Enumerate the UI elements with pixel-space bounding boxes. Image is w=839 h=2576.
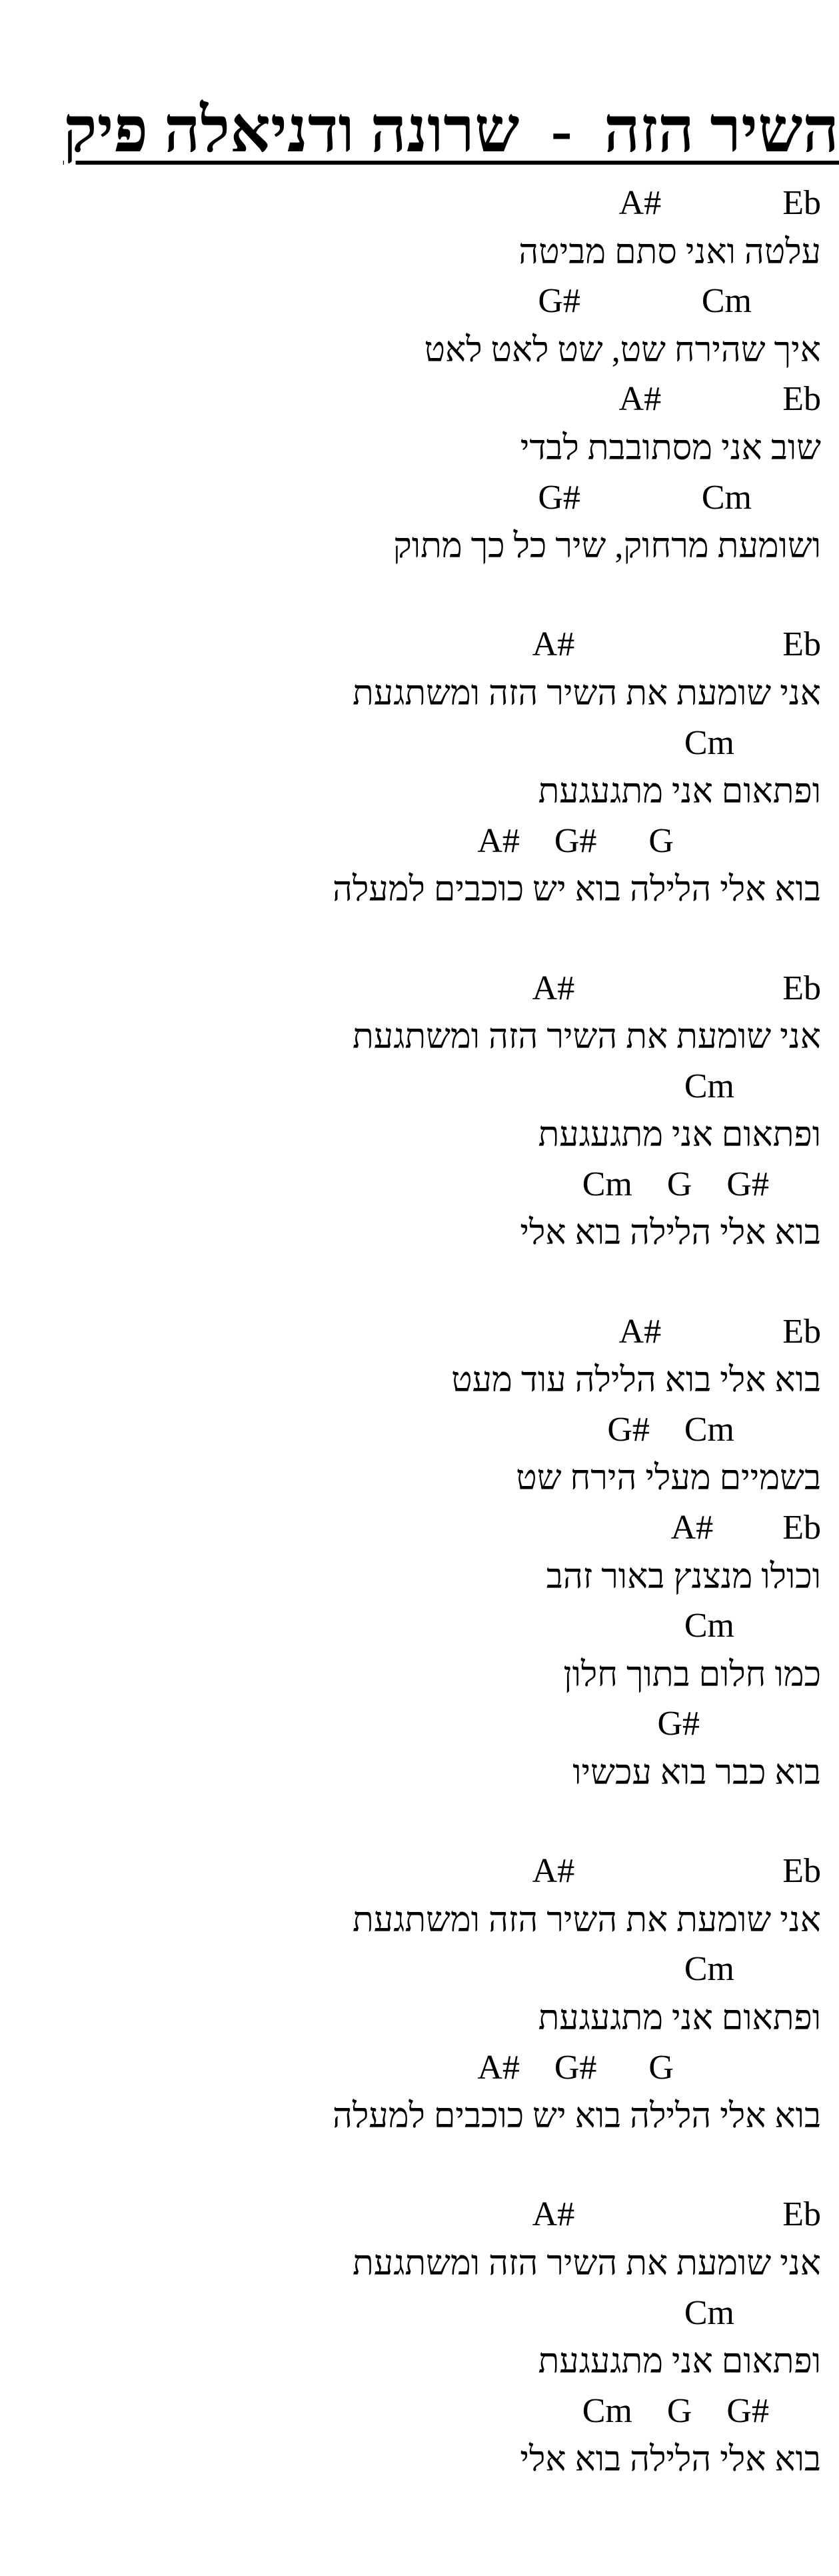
- chord-line: G# Cm: [538, 478, 821, 517]
- lyric-line: ופתאום אני מתגעגעת: [538, 1999, 821, 2037]
- chord-line: G# Cm: [538, 282, 821, 321]
- chord-line: A# Eb: [618, 184, 821, 222]
- chord-line: A# Eb: [532, 969, 821, 1007]
- chord-line: Cm: [684, 723, 821, 762]
- stanza-gap: [248, 1258, 821, 1307]
- chord-line: G# Cm: [607, 1410, 821, 1449]
- lyric-line: בשמיים מעלי הירח שט: [516, 1459, 821, 1498]
- chord-line: A# Eb: [532, 1852, 821, 1891]
- stanza-gap: [248, 2141, 821, 2191]
- chord-line: A# Eb: [618, 1312, 821, 1351]
- lyric-line: בוא אלי הלילה בוא אלי: [520, 2441, 821, 2479]
- lyric-line: שוב אני מסתובבת לבדי: [520, 429, 821, 467]
- lyric-line: אני שומעת את השיר הזה ומשתגעת: [353, 1901, 821, 1939]
- lyric-line: כמו חלום בתוך חלון: [563, 1655, 821, 1694]
- chord-line: Cm: [684, 1607, 821, 1645]
- stanza-gap: [248, 915, 821, 964]
- page-title: השיר הזה - שרונה ודניאלה פיק: [63, 95, 839, 165]
- lyric-line: אני שומעת את השיר הזה ומשתגעת: [353, 674, 821, 713]
- lyric-line: בוא אלי הלילה בוא יש כוכבים למעלה: [333, 871, 821, 909]
- lyric-line: וכולו מנצנץ באור זהב: [546, 1557, 821, 1596]
- chord-line: Cm: [684, 1067, 821, 1105]
- lyric-line: איך שהירח שט, שט לאט לאט: [424, 331, 821, 369]
- song-body: [248, 179, 821, 2485]
- lyric-line: ופתאום אני מתגעגעת: [538, 2343, 821, 2381]
- chord-line: A# Eb: [532, 2195, 821, 2234]
- stanza-gap: [248, 1798, 821, 1847]
- chord-line: Cm G G#: [582, 1165, 821, 1203]
- chord-line: Cm: [684, 1950, 821, 1989]
- stanza-gap: [248, 571, 821, 621]
- chord-line: A# G# G: [477, 821, 821, 860]
- lyric-line: ופתאום אני מתגעגעת: [538, 773, 821, 811]
- lyric-line: ופתאום אני מתגעגעת: [538, 1116, 821, 1155]
- lyric-line: אני שומעת את השיר הזה ומשתגעת: [353, 1018, 821, 1057]
- lyric-line: בוא כבר בוא עכשיו: [572, 1754, 821, 1792]
- chord-line: A# Eb: [670, 1509, 821, 1547]
- chord-line: Cm: [684, 2293, 821, 2332]
- chord-line: A# Eb: [532, 625, 821, 664]
- chord-line: A# Eb: [618, 380, 821, 419]
- chord-line: A# G# G: [477, 2048, 821, 2087]
- lyric-line: בוא אלי בוא הלילה עוד מעט: [451, 1361, 821, 1400]
- lyric-line: עלטה ואני סתם מביטה: [518, 233, 821, 271]
- lyric-line: אני שומעת את השיר הזה ומשתגעת: [353, 2244, 821, 2283]
- chord-line: G#: [657, 1705, 821, 1743]
- chord-line: Cm G G#: [582, 2391, 821, 2430]
- lyric-line: ושומעת מרחוק, שיר כל כך מתוק: [393, 527, 821, 566]
- lyric-line: בוא אלי הלילה בוא יש כוכבים למעלה: [333, 2097, 821, 2136]
- lyric-line: בוא אלי הלילה בוא אלי: [520, 1214, 821, 1253]
